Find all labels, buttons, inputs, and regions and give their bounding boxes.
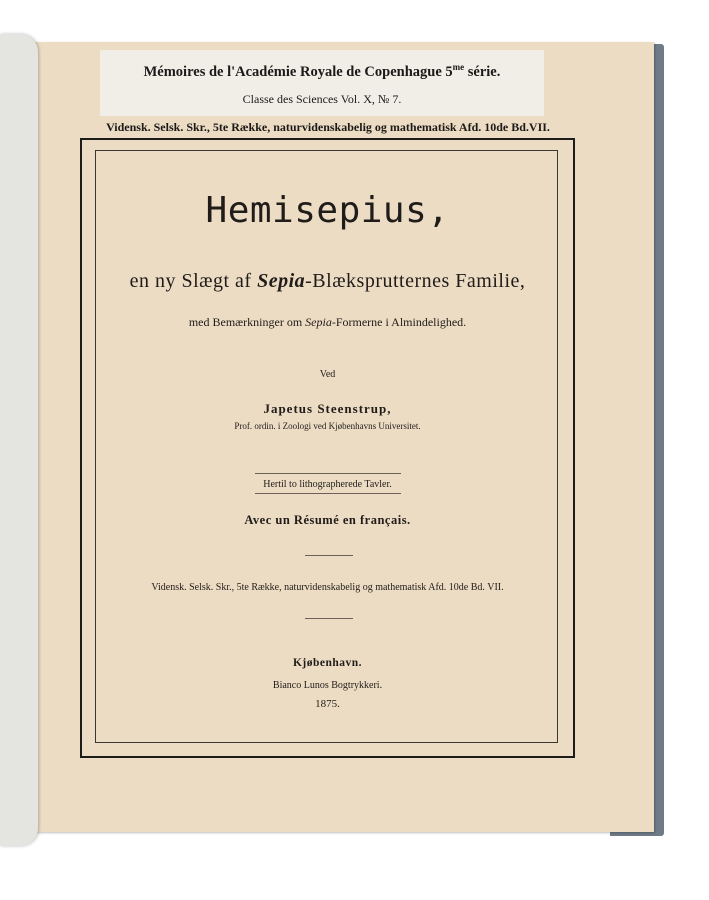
divider: [255, 473, 401, 474]
resume-note: Avec un Résumé en français.: [244, 513, 411, 527]
divider: [305, 555, 353, 556]
label-series-title: Mémoires de l'Académie Royale de Copenhague $5^{me}$ série.: [143, 62, 501, 80]
divider: [255, 493, 401, 494]
printer: Bianco Lunos Bogtrykkeri.: [272, 680, 383, 691]
label-volume: Classe des Sciences Vol. X, № 7.: [242, 92, 402, 106]
plates-note: Hertil to lithographerede Tavler.: [263, 479, 392, 490]
publication-year: 1875.: [315, 698, 340, 710]
subtitle-secondary: med Bemærkninger om Sepia-Formerne i Almindelighed.: [188, 315, 467, 329]
subtitle: en ny Slægt af Sepia-Blæksprutternes Familie,: [129, 270, 526, 292]
author-name: Japetus Steenstrup,: [263, 401, 392, 416]
left-page-edge: [0, 34, 38, 846]
divider: [305, 618, 353, 619]
page-title: Hemisepius,: [205, 190, 450, 231]
author-affiliation: Prof. ordin. i Zoologi ved Kjøbenhavns Universitet.: [234, 421, 421, 431]
series-line-bottom: Vidensk. Selsk. Skr., 5te Række, naturvidenskabelig og mathematisk Afd. 10de Bd. VII.: [151, 582, 504, 593]
series-line-top: Vidensk. Selsk. Skr., 5te Række, naturvidenskabelig og mathematisk Afd. 10de Bd.VII.: [106, 120, 550, 134]
series-label: [100, 50, 544, 116]
by-label: Ved: [319, 369, 336, 380]
inner-border: [95, 150, 558, 743]
publication-place: Kjøbenhavn.: [292, 657, 363, 669]
